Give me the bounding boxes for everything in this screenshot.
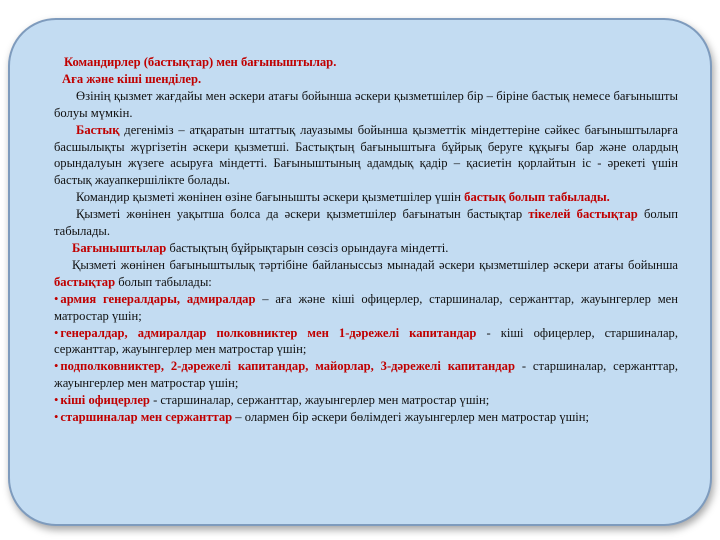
term-direct-commanders: тікелей бастықтар bbox=[528, 207, 638, 222]
term-subordinates: Бағыныштылар bbox=[72, 240, 167, 255]
paragraph-end: . bbox=[606, 190, 610, 205]
paragraph-subordinates bbox=[54, 240, 678, 257]
paragraph-text: Командир қызметі жөнінен өзіне бағынышты әскери қызметшілер үшін bbox=[76, 190, 465, 205]
list-text: – олармен бір әскери бөлімдегі жауынгерлер мен матростар үшін; bbox=[232, 410, 590, 425]
list-text: - старшиналар, сержанттар, жауынгерлер мен матростар үшін; bbox=[54, 359, 679, 391]
paragraph-commander-service bbox=[54, 189, 678, 206]
paragraph-commander-definition bbox=[54, 122, 678, 190]
paragraph-text: бастықтың бұйрықтарын сөзсіз орындауға міндетті. bbox=[166, 240, 449, 255]
paragraph-intro: Өзінің қызмет жағдайы мен әскери атағы бойынша әскери қызметшілер бір – біріне бастық немесе бағынышты болуы мүмкін. bbox=[54, 88, 678, 120]
heading-commanders: Командирлер (бастықтар) мен бағыныштылар. bbox=[64, 55, 337, 69]
paragraph-end: болып табылады: bbox=[115, 274, 212, 289]
list-item bbox=[54, 392, 678, 409]
term-is-commander: бастық болып табылады bbox=[464, 190, 607, 205]
content-panel bbox=[8, 18, 712, 526]
paragraph-direct-commanders bbox=[54, 206, 678, 240]
document-text bbox=[54, 54, 678, 426]
list-item bbox=[54, 291, 678, 325]
paragraph-end: болып табылады. bbox=[54, 207, 678, 239]
list-term: армия генералдары, адмиралдар bbox=[60, 291, 256, 306]
list-term: подполковниктер, 2-дәрежелі капитандар, майорлар, 3-дәрежелі капитандар bbox=[60, 359, 515, 374]
list-term: кіші офицерлер bbox=[60, 393, 150, 408]
list-text: - кіші офицерлер, старшиналар, сержанттар, жауынгерлер мен матростар үшін; bbox=[54, 325, 678, 357]
list-item bbox=[54, 358, 678, 392]
paragraph-text: Қызметі жөнінен уақытша болса да әскери қызметшілер бағынатын бастықтар bbox=[76, 207, 529, 222]
list-text: - старшиналар, сержанттар, жауынгерлер мен матростар үшін; bbox=[149, 393, 490, 408]
list-term: старшиналар мен сержанттар bbox=[60, 410, 233, 425]
paragraph-text: дегеніміз – атқаратын штаттық лауазымы бойынша қызметтік міндеттеріне сәйкес бағыныштыларға басшылықты жүргізетін әскери қызметші. Бастықтың бағыныштыға бұйрық беруге құқығы бар және олардың орындалуын жүзеге асыруға міндетті. Бағыныштының адамдық қадір – қасиетін қорлайтын іс - әрекеті үшін бастық жауапкершілікте болады. bbox=[54, 122, 678, 188]
term-commanders: бастықтар bbox=[54, 274, 116, 289]
list-item bbox=[54, 409, 678, 426]
list-term: генералдар, адмиралдар полковниктер мен 1-дәрежелі капитандар bbox=[60, 325, 477, 340]
paragraph-rank-commanders bbox=[54, 257, 678, 291]
term-commander: Бастық bbox=[76, 122, 120, 137]
list-item bbox=[54, 325, 678, 359]
paragraph-text: Қызметі жөнінен бағыныштылық тәртібіне байланыссыз мынадай әскери қызметшілер әскери атағы бойынша bbox=[72, 257, 678, 272]
list-text: – аға және кіші офицерлер, старшиналар, сержанттар, жауынгерлер мен матростар үшін; bbox=[54, 291, 679, 323]
heading-ranks: Аға және кіші шендiлер. bbox=[62, 71, 202, 86]
